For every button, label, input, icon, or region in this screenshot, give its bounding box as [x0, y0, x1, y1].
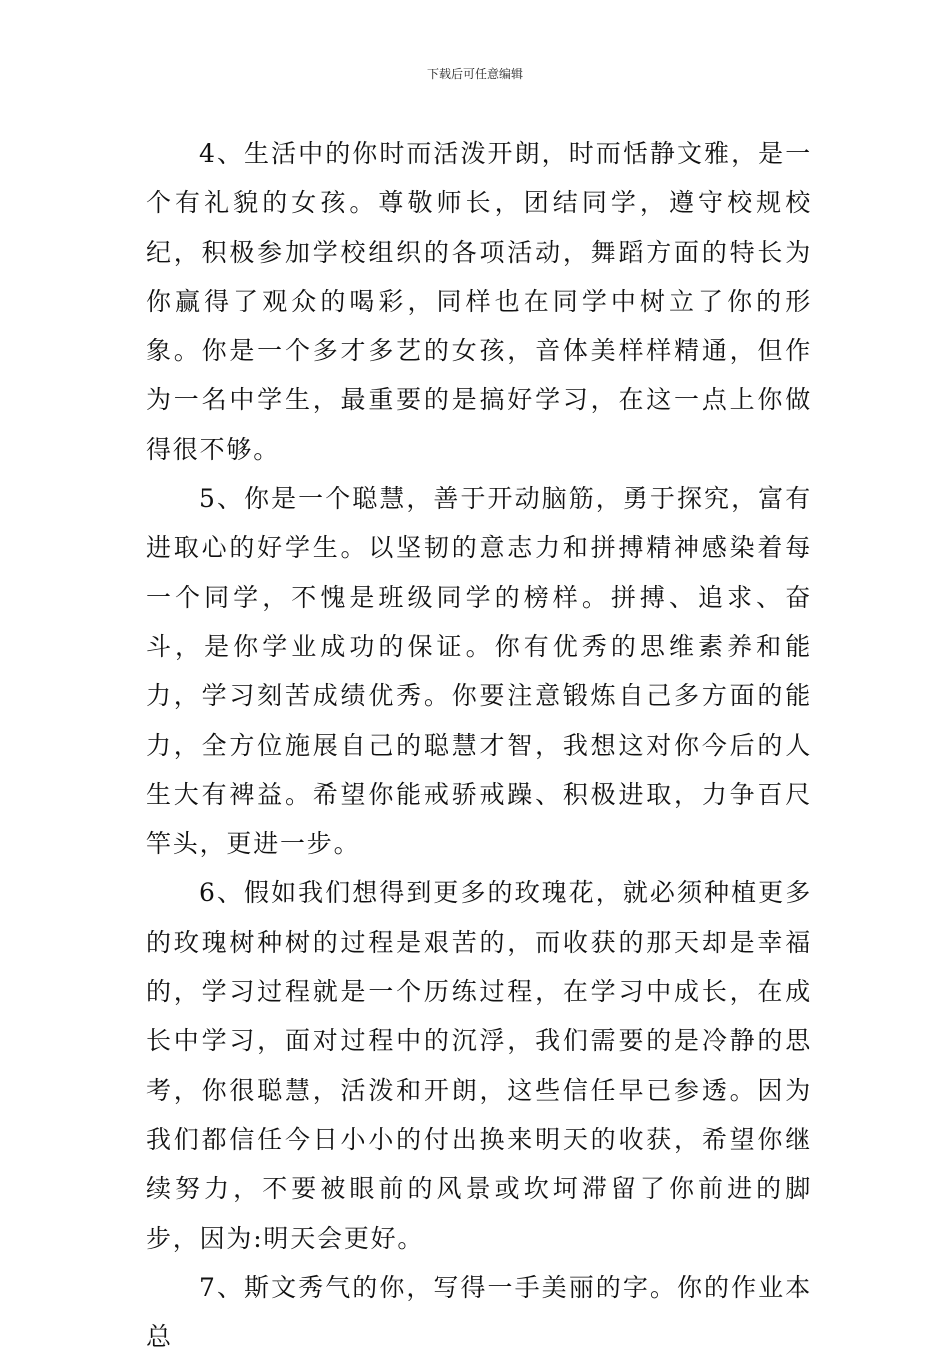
- document-body: [146, 129, 812, 1361]
- header-note: 下载后可任意编辑: [426, 67, 523, 81]
- paragraph-4: 4、生活中的你时而活泼开朗，时而恬静文雅，是一个有礼貌的女孩。尊敬师长，团结同学，遵守校规校纪，积极参加学校组织的各项活动，舞蹈方面的特长为你赢得了观众的喝彩，同样也在同学中树立了你的形象。你是一个多才多艺的女孩，音体美样样精通，但作为一名中学生，最重要的是搞好学习，在这一点上你做得很不够。: [146, 139, 812, 464]
- paragraph-7: 7、斯文秀气的你，写得一手美丽的字。你的作业本总: [146, 1272, 812, 1352]
- paragraph-6: 6、假如我们想得到更多的玫瑰花，就必须种植更多的玫瑰树种树的过程是艰苦的，而收获的那天却是幸福的，学习过程就是一个历练过程，在学习中成长，在成长中学习，面对过程中的沉浮，我们需要的是冷静的思考，你很聪慧，活泼和开朗，这些信任早已参透。因为我们都信任今日小小的付出换来明天的收获，希望你继续努力，不要被眼前的风景或坎坷滞留了你前进的脚步，因为:明天会更好。: [146, 878, 812, 1253]
- paragraph-5: 5、你是一个聪慧，善于开动脑筋，勇于探究，富有进取心的好学生。以坚韧的意志力和拼搏精神感染着每一个同学，不愧是班级同学的榜样。拼搏、追求、奋斗，是你学业成功的保证。你有优秀的思维素养和能力，学习刻苦成绩优秀。你要注意锻炼自己多方面的能力，全方位施展自己的聪慧才智，我想这对你今后的人生大有裨益。希望你能戒骄戒躁、积极进取，力争百尺竿头，更进一步。: [146, 484, 812, 859]
